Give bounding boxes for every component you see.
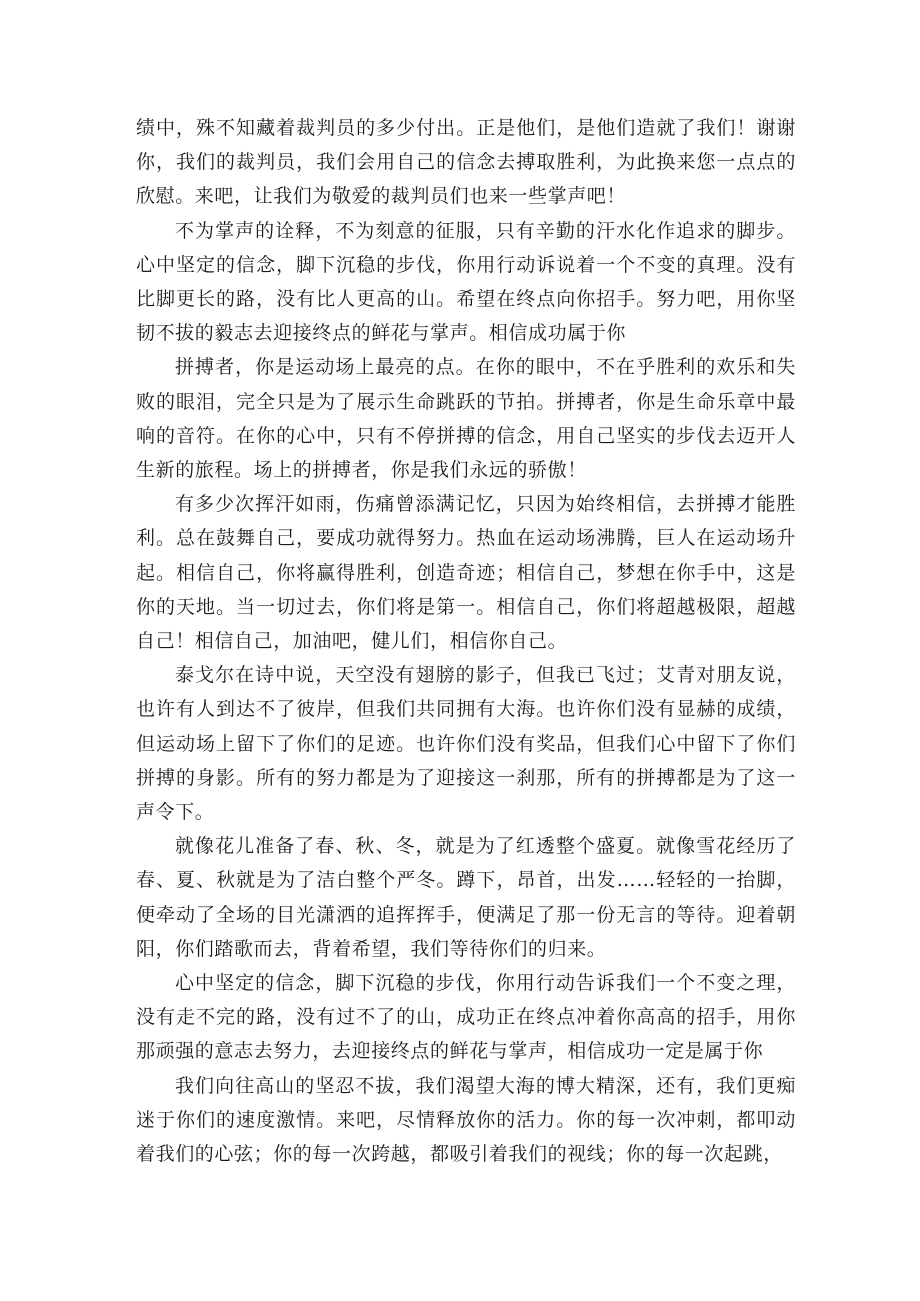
paragraph-5: 泰戈尔在诗中说，天空没有翅膀的影子，但我已飞过；艾青对朋友说，也许有人到达不了彼岸，但我们共同拥有大海。也许你们没有显赫的成绩，但运动场上留下了你们的足迹。也许你们没有奖品，但我们心中留下了你们拼搏的身影。所有的努力都是为了迎接这一刹那，所有的拼搏都是为了这一声令下。 bbox=[136, 664, 796, 824]
paragraph-7: 心中坚定的信念，脚下沉稳的步伐，你用行动告诉我们一个不变之理，没有走不完的路，没有过不了的山，成功正在终点冲着你高高的招手，用你那顽强的意志去努力，去迎接终点的鲜花与掌声，相信成功一定是属于你 bbox=[136, 972, 796, 1063]
paragraph-6: 就像花儿准备了春、秋、冬，就是为了红透整个盛夏。就像雪花经历了春、夏、秋就是为了洁白整个严冬。蹲下，昂首，出发……轻轻的一抬脚，便牵动了全场的目光潇洒的追挥挥手，便满足了那一份无言的等待。迎着朝阳，你们踏歌而去，背着希望，我们等待你们的归来。 bbox=[136, 835, 796, 960]
paragraph-3: 拼搏者，你是运动场上最亮的点。在你的眼中，不在乎胜利的欢乐和失败的眼泪，完全只是为了展示生命跳跃的节拍。拼搏者，你是生命乐章中最响的音符。在你的心中，只有不停拼搏的信念，用自己坚实的步伐去迈开人生新的旅程。场上的拼搏者，你是我们永远的骄傲！ bbox=[136, 356, 796, 482]
paragraph-8: 我们向往高山的坚忍不拔，我们渴望大海的博大精深，还有，我们更痴迷于你们的速度激情。来吧，尽情释放你的活力。你的每一次冲刺，都叩动着我们的心弦；你的每一次跨越，都吸引着我们的视线；你的每一次起跳， bbox=[136, 1074, 796, 1166]
paragraph-4: 有多少次挥汗如雨，伤痛曾添满记忆，只因为始终相信，去拼搏才能胜利。总在鼓舞自己，要成功就得努力。热血在运动场沸腾，巨人在运动场升起。相信自己，你将赢得胜利，创造奇迹；相信自己，梦想在你手中，这是你的天地。当一切过去，你们将是第一。相信自己，你们将超越极限，超越自己！相信自己，加油吧，健儿们，相信你自己。 bbox=[136, 493, 796, 653]
document-body bbox=[136, 111, 796, 1171]
paragraph-1: 绩中，殊不知藏着裁判员的多少付出。正是他们，是他们造就了我们！谢谢你，我们的裁判员，我们会用自己的信念去搏取胜利，为此换来您一点点的欣慰。来吧，让我们为敬爱的裁判员们也来一些掌声吧！ bbox=[136, 117, 796, 208]
paragraph-2: 不为掌声的诠释，不为刻意的征服，只有辛勤的汗水化作追求的脚步。心中坚定的信念，脚下沉稳的步伐，你用行动诉说着一个不变的真理。没有比脚更长的路，没有比人更高的山。希望在终点向你招手。努力吧，用你坚韧不拔的毅志去迎接终点的鲜花与掌声。相信成功属于你 bbox=[136, 219, 796, 345]
